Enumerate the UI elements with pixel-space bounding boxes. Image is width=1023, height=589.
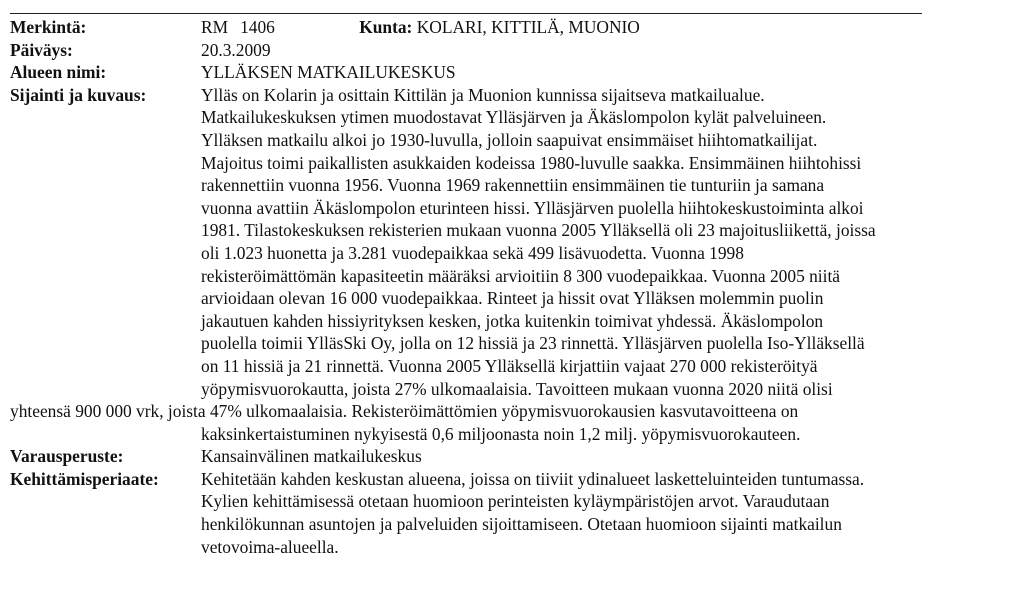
- paivays-label: Päiväys:: [10, 39, 73, 60]
- kehittamisperiaate-label: Kehittämisperiaate:: [10, 468, 159, 489]
- sijainti-line: arvioidaan olevan 16 000 vuodepaikkaa. Rinteet ja hissit ovat Ylläksen molemmin puolin: [201, 288, 824, 309]
- sijainti-line: yöpymisvuorokautta, joista 27% ulkomaalaisia. Tavoitteen mukaan vuonna 2020 niitä olisi: [201, 378, 833, 399]
- kunta-label: Kunta:: [359, 17, 413, 37]
- sijainti-line: Ylläksen matkailu alkoi jo 1930-luvulla, jolloin saapuivat ensimmäiset hiihtomatkailijat.: [201, 129, 818, 150]
- sijainti-line: vuonna avattiin Äkäslompolon eturinteen hissi. Ylläsjärven puolella hiihtokeskustoiminta alkoi: [201, 197, 864, 218]
- varausperuste-row: [10, 445, 1020, 468]
- sijainti-line: jakautuen kahden hissiyrityksen kesken, jotka kuitenkin toimivat yhdessä. Äkäslompolon: [201, 310, 824, 331]
- sijainti-line: rakennettiin vuonna 1956. Vuonna 1969 rakennettiin ensimmäinen tie tunturiin ja samana: [201, 175, 825, 196]
- paivays-value: 20.3.2009: [201, 39, 271, 60]
- sijainti-line: on 11 hissiä ja 21 rinnettä. Vuonna 2005 Ylläksellä kirjattiin vajaat 270 000 rekisteröityä: [201, 355, 818, 376]
- sijainti-line: rekisteröimättömän kapasiteetin määräksi arvioitiin 8 300 vuodepaikkaa. Vuonna 2005 niitä: [201, 265, 841, 286]
- document-body: [10, 16, 1020, 558]
- kehittamisperiaate-line: Kylien kehittämisessä otetaan huomioon perinteisten kyläympäristöjen arvot. Varaudutaan: [201, 491, 830, 512]
- alue-row: [10, 61, 1020, 84]
- varausperuste-value: Kansainvälinen matkailukeskus: [201, 446, 422, 467]
- kehittamisperiaate-section: [10, 468, 1020, 558]
- sijainti-label: Sijainti ja kuvaus:: [10, 84, 147, 105]
- kehittamisperiaate-line: Kehitetään kahden keskustan alueena, joissa on tiiviit ydinalueet lasketteluinteiden tuntumassa.: [201, 468, 865, 489]
- sijainti-line: puolella toimii YlläsSki Oy, jolla on 12 hissiä ja 23 rinnettä. Ylläsjärven puolella Iso-Ylläksellä: [201, 333, 865, 354]
- alue-label: Alueen nimi:: [10, 62, 107, 83]
- merkinta-number: 1406: [240, 17, 275, 37]
- varausperuste-label: Varausperuste:: [10, 446, 124, 467]
- kehittamisperiaate-line: vetovoima-alueella.: [201, 536, 339, 557]
- sijainti-line: Ylläs on Kolarin ja osittain Kittilän ja Muonion kunnissa sijaitseva matkailualue.: [201, 84, 765, 105]
- sijainti-line: Matkailukeskuksen ytimen muodostavat Ylläsjärven ja Äkäslompolon kylät palveluineen.: [201, 107, 827, 128]
- sijainti-line: oli 1.023 huonetta ja 3.281 vuodepaikkaa sekä 499 lisävuodetta. Vuonna 1998: [201, 242, 744, 263]
- sijainti-overhang-line: yhteensä 900 000 vrk, joista 47% ulkomaalaisia. Rekisteröimättömien yöpymisvuorokausien kasvutavoitteena on: [10, 401, 799, 422]
- kehittamisperiaate-text: [201, 468, 1020, 558]
- top-rule: [10, 13, 922, 14]
- paivays-row: [10, 39, 1020, 62]
- alue-value: YLLÄKSEN MATKAILUKESKUS: [201, 62, 456, 83]
- kehittamisperiaate-line: henkilökunnan asuntojen ja palveluiden sijoittamiseen. Otetaan huomioon sijainti matkailun: [201, 514, 842, 535]
- merkinta-value: RM: [201, 17, 229, 37]
- sijainti-line: kaksinkertaistuminen nykyisestä 0,6 miljoonasta noin 1,2 milj. yöpymisvuorokauteen.: [201, 423, 801, 444]
- sijainti-section: [10, 84, 1020, 446]
- kunta-value: KOLARI, KITTILÄ, MUONIO: [416, 17, 640, 37]
- merkinta-label: Merkintä:: [10, 17, 87, 37]
- sijainti-line: 1981. Tilastokeskuksen rekisterien mukaan vuonna 2005 Ylläksellä oli 23 majoitusliikettä, joissa: [201, 220, 876, 241]
- merkinta-row: [10, 16, 1020, 39]
- sijainti-line: Majoitus toimi paikallisten asukkaiden kodeissa 1980-luvulle saakka. Ensimmäinen hiihtohissi: [201, 152, 862, 173]
